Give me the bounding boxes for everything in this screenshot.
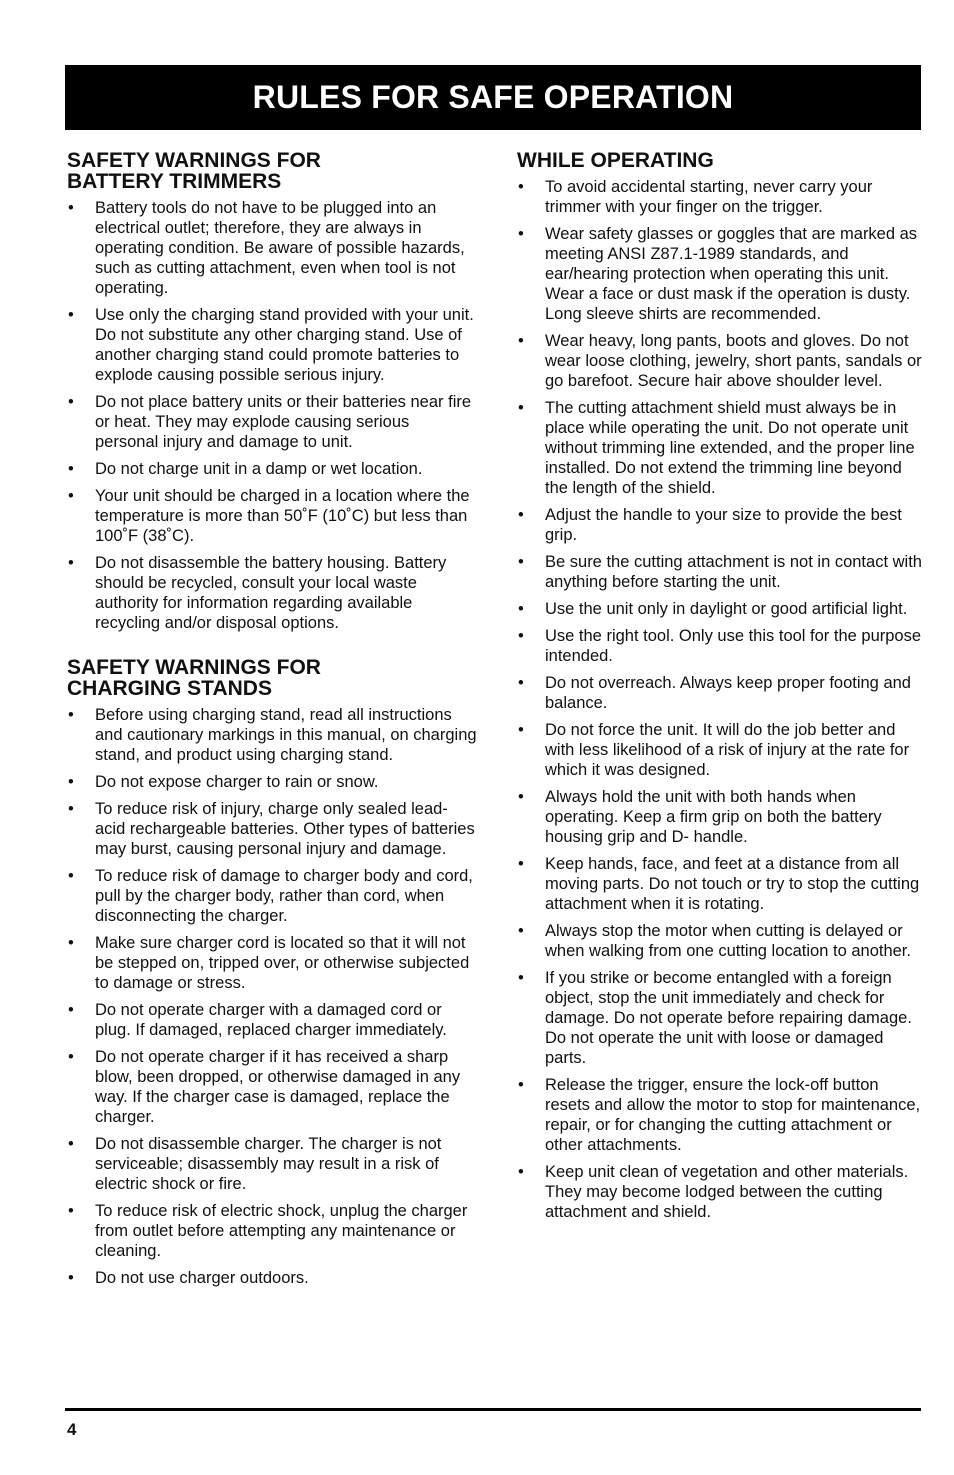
list-item: • Make sure charger cord is located so that it will not be stepped on, tripped over, or otherwise subjected to damage or stress. (67, 933, 477, 993)
list-item: • Do not place battery units or their batteries near fire or heat. They may explode causing serious personal injury and damage to unit. (67, 392, 477, 452)
left-column (67, 150, 477, 1295)
list-item: • Be sure the cutting attachment is not in contact with anything before starting the unit. (517, 552, 922, 592)
while-operating-list (517, 177, 922, 1222)
right-column (517, 150, 922, 1229)
list-item: • Do not disassemble charger. The charger is not serviceable; disassembly may result in a risk of electric shock or fire. (67, 1134, 477, 1194)
list-item: • Do not operate charger with a damaged cord or plug. If damaged, replaced charger immediately. (67, 1000, 477, 1040)
list-item: • Keep hands, face, and feet at a distance from all moving parts. Do not touch or try to stop the cutting attachment when it is rotating. (517, 854, 922, 914)
list-item: • Do not force the unit. It will do the job better and with less likelihood of a risk of injury at the rate for which it was designed. (517, 720, 922, 780)
list-item: • Do not operate charger if it has received a sharp blow, been dropped, or otherwise damaged in any way. If the charger case is damaged, replace the charger. (67, 1047, 477, 1127)
list-item: • To reduce risk of electric shock, unplug the charger from outlet before attempting any maintenance or cleaning. (67, 1201, 477, 1261)
page-number: 4 (67, 1420, 77, 1439)
list-item: • Before using charging stand, read all instructions and cautionary markings in this manual, on charging stand, and product using charging stand. (67, 705, 477, 765)
while-operating-section (517, 150, 922, 1222)
list-item: • The cutting attachment shield must always be in place while operating the unit. Do not operate unit without trimming line extended, and the proper line installed. Do not extend the trimming line beyond the length of the shield. (517, 398, 922, 498)
list-item: • Adjust the handle to your size to provide the best grip. (517, 505, 922, 545)
list-item: • If you strike or become entangled with a foreign object, stop the unit immediately and check for damage. Do not operate before repairing damage. Do not operate the unit with loose or damaged parts. (517, 968, 922, 1068)
charging-warnings-heading (67, 657, 477, 699)
page-title: RULES FOR SAFE OPERATION (252, 79, 734, 115)
list-item: • Wear safety glasses or goggles that are marked as meeting ANSI Z87.1-1989 standards, and ear/hearing protection when operating this unit. Wear a face or dust mask if the operation is dusty. Long sleeve shirts are recommended. (517, 224, 922, 324)
battery-heading-line1: SAFETY WARNINGS FOR (67, 149, 321, 172)
list-item: • Use the unit only in daylight or good artificial light. (517, 599, 922, 619)
title-banner (65, 65, 921, 130)
charging-heading-line1: SAFETY WARNINGS FOR (67, 656, 321, 679)
list-item: • Release the trigger, ensure the lock-off button resets and allow the motor to stop for maintenance, repair, or for changing the cutting attachment or other attachments. (517, 1075, 922, 1155)
list-item: • To reduce risk of damage to charger body and cord, pull by the charger body, rather than cord, when disconnecting the charger. (67, 866, 477, 926)
while-operating-heading: WHILE OPERATING (517, 149, 714, 172)
list-item: • Do not overreach. Always keep proper footing and balance. (517, 673, 922, 713)
list-item: • Use the right tool. Only use this tool for the purpose intended. (517, 626, 922, 666)
charging-warnings-section (67, 657, 477, 1288)
list-item: • To reduce risk of injury, charge only sealed lead-acid rechargeable batteries. Other types of batteries may burst, causing personal injury and damage. (67, 799, 477, 859)
list-item: • Use only the charging stand provided with your unit. Do not substitute any other charging stand. Use of another charging stand could promote batteries to explode causing possible serious injury. (67, 305, 477, 385)
battery-warnings-section (67, 150, 477, 633)
list-item: • Always stop the motor when cutting is delayed or when walking from one cutting location to another. (517, 921, 922, 961)
list-item: • Do not charge unit in a damp or wet location. (67, 459, 477, 479)
list-item: • To avoid accidental starting, never carry your trimmer with your finger on the trigger. (517, 177, 922, 217)
list-item: • Do not expose charger to rain or snow. (67, 772, 477, 792)
list-item: • Do not use charger outdoors. (67, 1268, 477, 1288)
battery-warnings-heading (67, 150, 477, 192)
list-item: • Battery tools do not have to be plugged into an electrical outlet; therefore, they are always in operating condition. Be aware of possible hazards, such as cutting attachment, even when tool is not operating. (67, 198, 477, 298)
list-item: • Wear heavy, long pants, boots and gloves. Do not wear loose clothing, jewelry, short pants, sandals or go barefoot. Secure hair above shoulder level. (517, 331, 922, 391)
charging-warnings-list (67, 705, 477, 1288)
footer-divider (65, 1408, 921, 1411)
charging-heading-line2: CHARGING STANDS (67, 677, 272, 700)
list-item: • Your unit should be charged in a location where the temperature is more than 50˚F (10˚C) but less than 100˚F (38˚C). (67, 486, 477, 546)
list-item: • Keep unit clean of vegetation and other materials. They may become lodged between the cutting attachment and shield. (517, 1162, 922, 1222)
list-item: • Do not disassemble the battery housing. Battery should be recycled, consult your local waste authority for information regarding available recycling and/or disposal options. (67, 553, 477, 633)
battery-heading-line2: BATTERY TRIMMERS (67, 170, 282, 193)
battery-warnings-list (67, 198, 477, 633)
list-item: • Always hold the unit with both hands when operating. Keep a firm grip on both the battery housing grip and D- handle. (517, 787, 922, 847)
